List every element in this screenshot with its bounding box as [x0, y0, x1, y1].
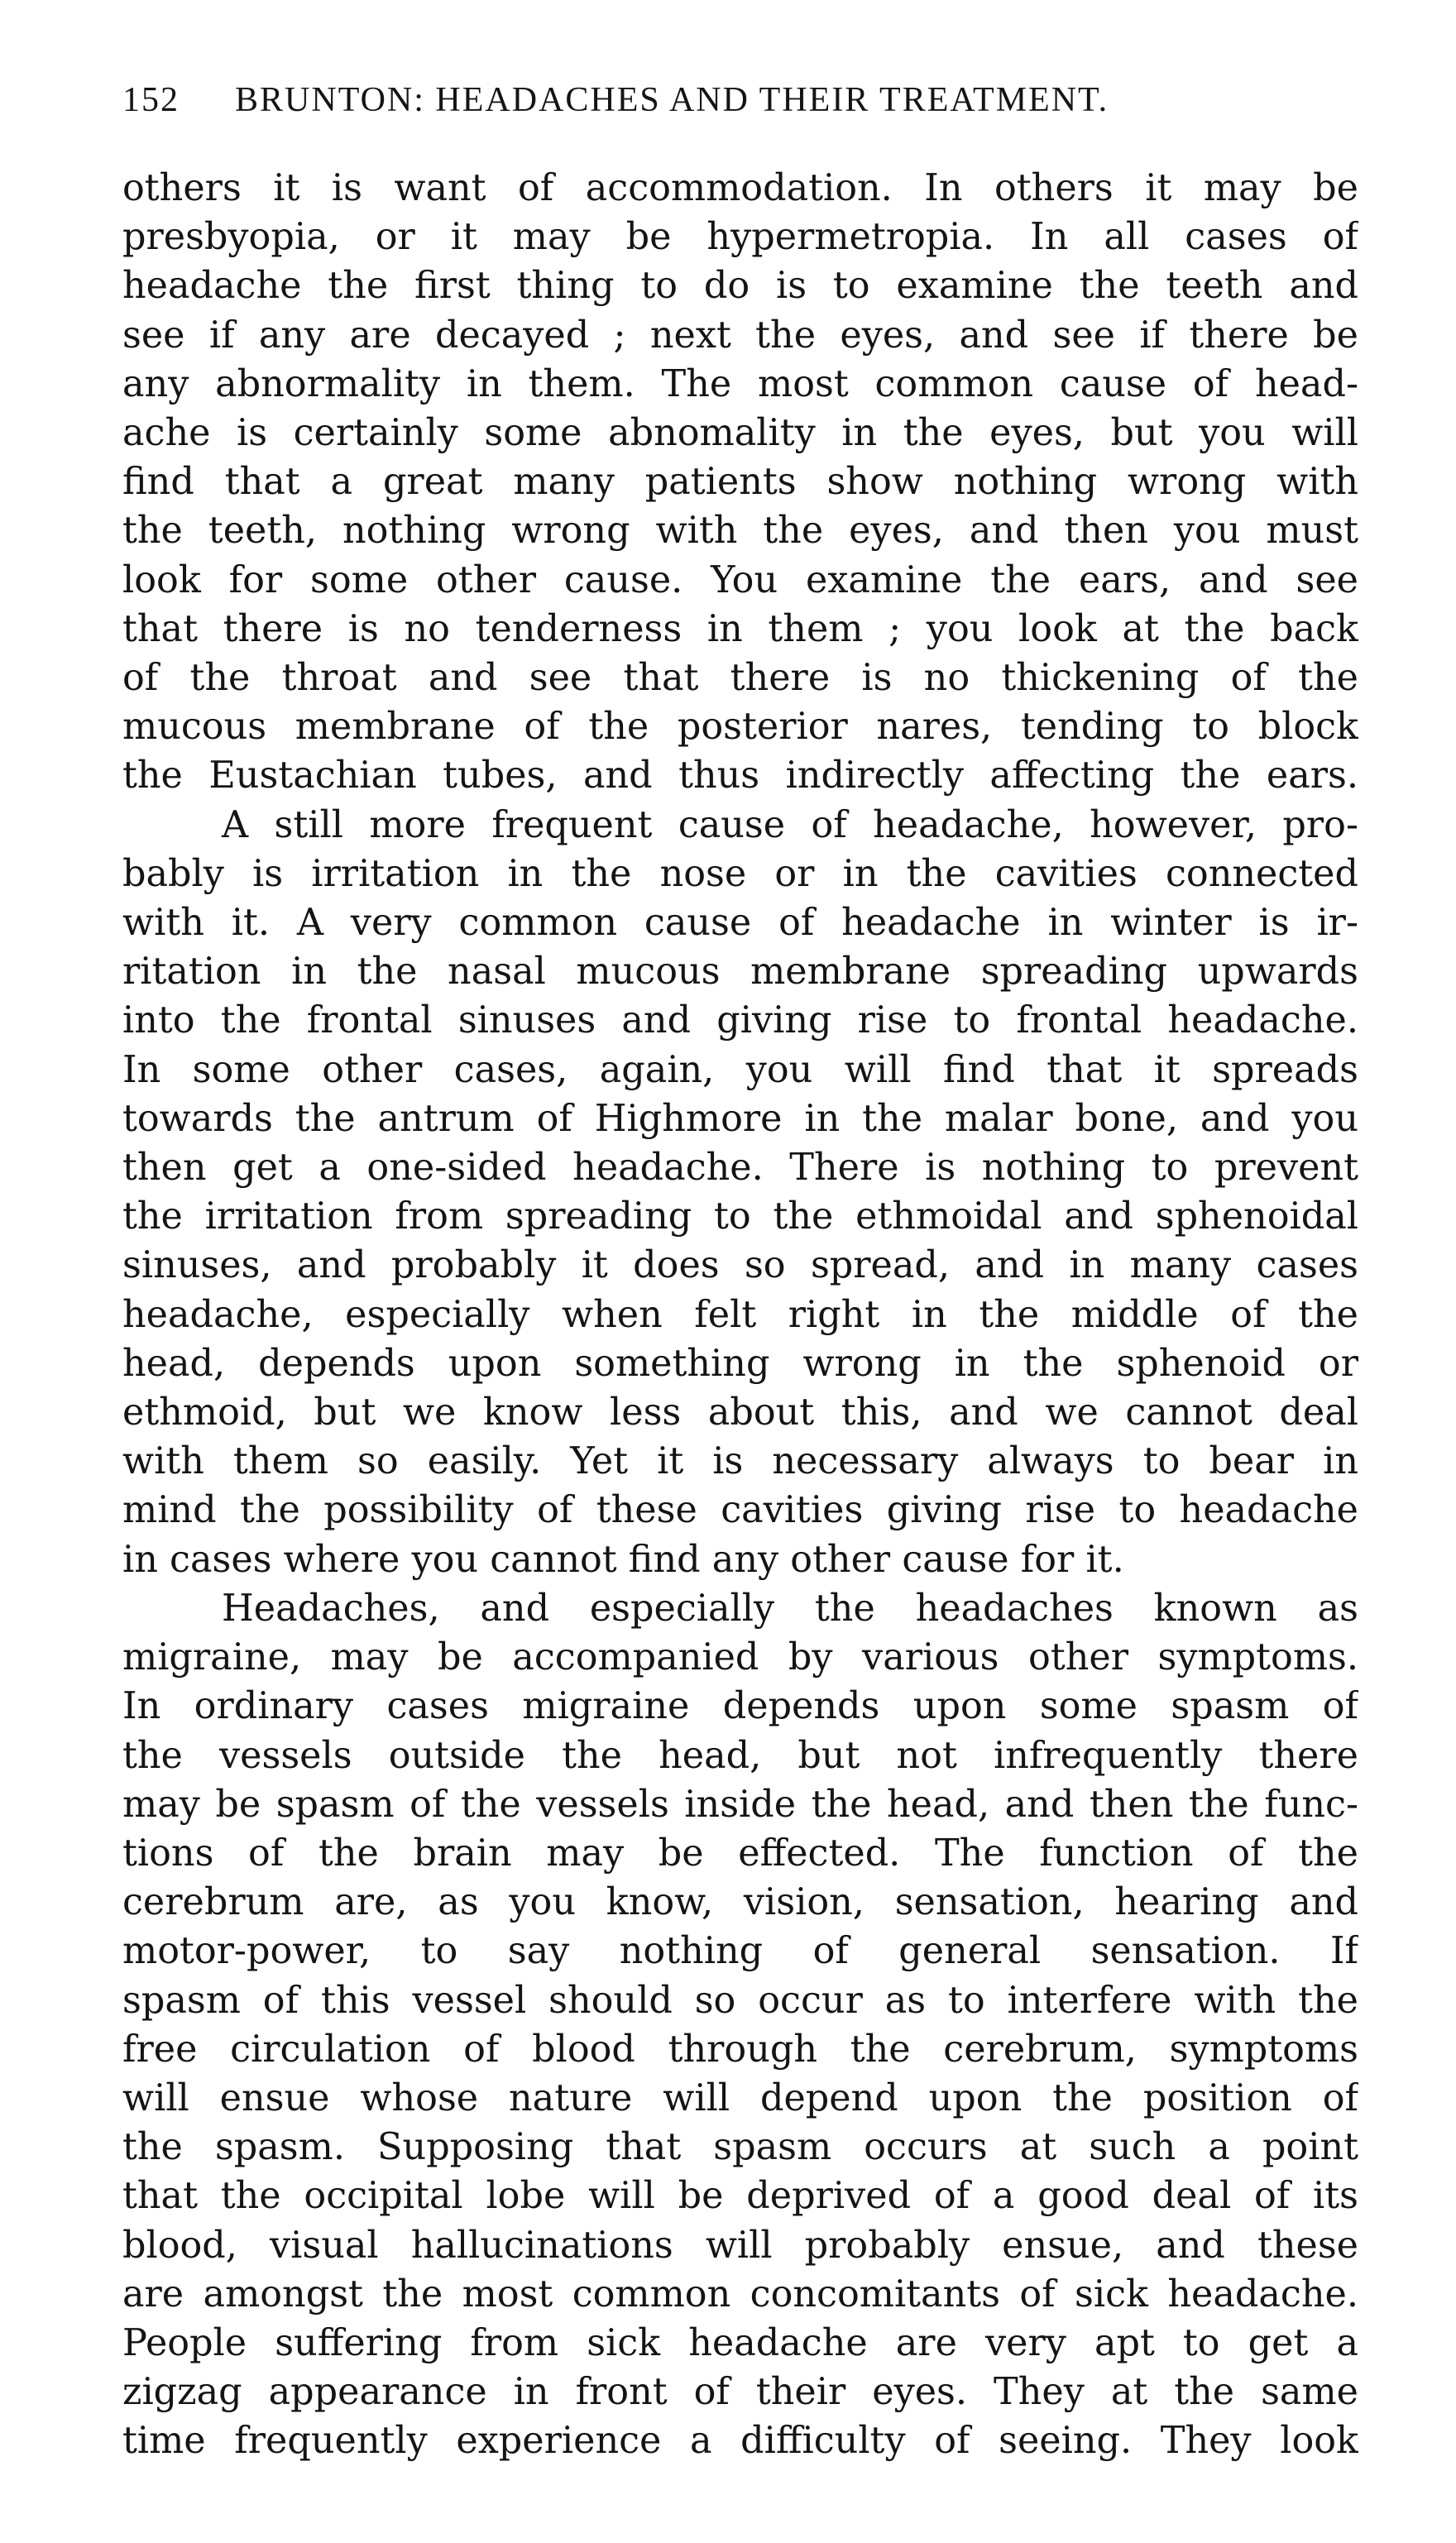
text-line: towards the antrum of Highmore in the malar bone, and you: [122, 1097, 1358, 1140]
text-line: bably is irritation in the nose or in the cavities connected: [122, 852, 1358, 895]
running-head: [122, 76, 1358, 124]
text-line: mind the possibility of these cavities giving rise to headache: [122, 1489, 1358, 1532]
paragraph: [122, 1584, 1358, 2466]
paragraph: [122, 164, 1358, 801]
text-line: In some other cases, again, you will find that it spreads: [122, 1048, 1358, 1091]
text-line: others it is want of accommodation. In others it may be: [122, 167, 1358, 209]
text-line: the spasm. Supposing that spasm occurs at such a point: [122, 2126, 1358, 2169]
text-line: time frequently experience a difficulty of seeing. They look: [122, 2420, 1358, 2463]
text-line: see if any are decayed ; next the eyes, and see if there be: [122, 314, 1358, 357]
text-line: Headaches, and especially the headaches known as: [222, 1587, 1358, 1630]
text-line: sinuses, and probably it does so spread, and in many cases: [122, 1244, 1358, 1287]
page-number: 152: [122, 81, 180, 119]
text-line: find that a great many patients show nothing wrong with: [122, 461, 1358, 504]
text-line: with it. A very common cause of headache in winter is ir-: [122, 902, 1358, 945]
text-line: tions of the brain may be effected. The function of the: [122, 1832, 1358, 1875]
text-line: In ordinary cases migraine depends upon some spasm of: [122, 1685, 1358, 1728]
text-line: migraine, may be accompanied by various other symptoms.: [122, 1636, 1358, 1679]
text-line: free circulation of blood through the cerebrum, symptoms: [122, 2028, 1358, 2071]
text-line: that there is no tenderness in them ; you look at the back: [122, 607, 1358, 650]
text-line: with them so easily. Yet it is necessary always to bear in: [122, 1440, 1358, 1483]
text-line: may be spasm of the vessels inside the head, and then the func-: [122, 1783, 1358, 1826]
text-line: look for some other cause. You examine the ears, and see: [122, 558, 1358, 601]
text-line: cerebrum are, as you know, vision, sensation, hearing and: [122, 1881, 1358, 1924]
text-line: ethmoid, but we know less about this, and we cannot deal: [122, 1391, 1358, 1434]
text-line: that the occipital lobe will be deprived of a good deal of its: [122, 2175, 1358, 2218]
text-line: the Eustachian tubes, and thus indirectly affecting the ears.: [122, 754, 1358, 797]
text-line: spasm of this vessel should so occur as to interfere with the: [122, 1979, 1358, 2022]
text-line: then get a one-sided headache. There is nothing to prevent: [122, 1147, 1358, 1190]
paragraph: [122, 801, 1358, 1584]
text-line: the vessels outside the head, but not infrequently there: [122, 1734, 1358, 1777]
text-line: of the throat and see that there is no thickening of the: [122, 657, 1358, 700]
text-line: will ensue whose nature will depend upon the position of: [122, 2076, 1358, 2119]
text-line: the irritation from spreading to the ethmoidal and sphenoidal: [122, 1195, 1358, 1238]
text-line: A still more frequent cause of headache, however, pro-: [222, 803, 1358, 846]
text-line: blood, visual hallucinations will probably ensue, and these: [122, 2224, 1358, 2267]
text-line: mucous membrane of the posterior nares, tending to block: [122, 706, 1358, 749]
text-line: headache, especially when felt right in the middle of the: [122, 1293, 1358, 1336]
body-text: [122, 164, 1358, 2466]
text-line: presbyopia, or it may be hypermetropia. In all cases of: [122, 216, 1358, 259]
text-line: the teeth, nothing wrong with the eyes, and then you must: [122, 510, 1358, 553]
text-line: ache is certainly some abnomality in the eyes, but you will: [122, 412, 1358, 455]
running-title: BRUNTON: HEADACHES AND THEIR TREATMENT.: [235, 81, 1109, 119]
text-line: in cases where you cannot find any other cause for it.: [122, 1538, 1124, 1581]
text-line: People suffering from sick headache are very apt to get a: [122, 2321, 1358, 2364]
text-line: zigzag appearance in front of their eyes. They at the same: [122, 2371, 1358, 2414]
text-line: are amongst the most common concomitants of sick headache.: [122, 2272, 1358, 2316]
text-line: headache the first thing to do is to examine the teeth and: [122, 265, 1358, 308]
text-line: any abnormality in them. The most common cause of head-: [122, 362, 1358, 405]
book-page: [122, 76, 1358, 2508]
text-line: head, depends upon something wrong in the sphenoid or: [122, 1342, 1358, 1385]
text-line: motor-power, to say nothing of general sensation. If: [122, 1930, 1358, 1973]
text-line: into the frontal sinuses and giving rise to frontal headache.: [122, 999, 1358, 1042]
text-line: ritation in the nasal mucous membrane spreading upwards: [122, 951, 1358, 994]
